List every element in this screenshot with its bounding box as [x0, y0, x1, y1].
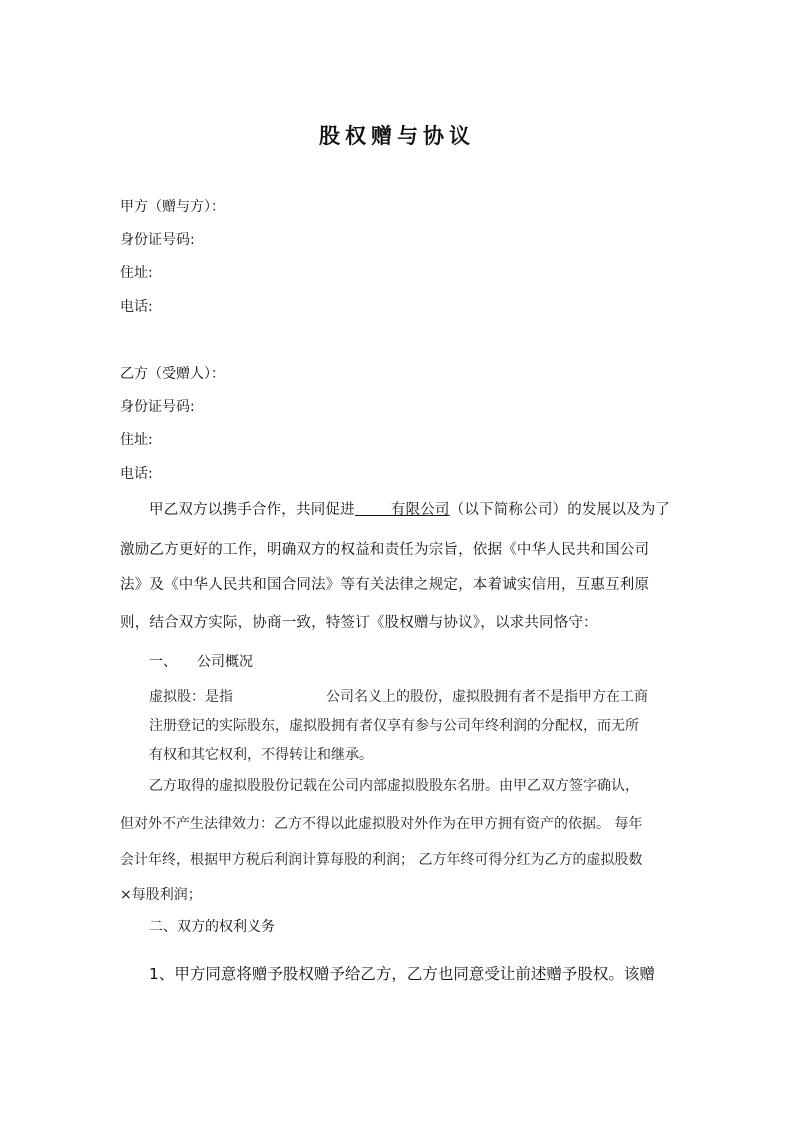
intro-line-1-prefix: 甲乙双方以携手合作，共同促进 — [149, 502, 355, 518]
record-line-3: 会计年终，根据甲方税后利润计算每股的利润； 乙方年终可得分红为乙方的虚拟股数 — [120, 852, 643, 868]
record-line-2: 但对外不产生法律效力：乙方不得以此虚拟股对外作为在甲方拥有资产的依据。 每年 — [120, 816, 643, 832]
section-1-number: 一、 — [149, 654, 177, 670]
record-line-1: 乙方取得的虚拟股股份记载在公司内部虚拟股股东名册。由甲乙双方签字确认， — [149, 778, 639, 794]
party-b-label: 乙方（受赠人）： — [120, 366, 225, 382]
party-a-phone-label: 电话: — [120, 299, 153, 315]
definition-line-1a: 虚拟股：是指 — [149, 689, 233, 705]
intro-company-type: 有限公司 — [390, 502, 450, 518]
party-b-id-label: 身份证号码: — [120, 399, 195, 415]
record-line-4: ×每股利润； — [120, 887, 202, 903]
document-title: 股权赠与协议 — [319, 124, 475, 148]
definition-line-1b: 公司名义上的股份，虚拟股拥有者不是指甲方在工商 — [326, 689, 648, 705]
intro-line-4: 则，结合双方实际，协商一致，特签订《股权赠与协议》，以求共同恪守： — [120, 615, 598, 631]
definition-line-3: 有权和其它权利，不得转让和继承。 — [149, 747, 373, 763]
section-2-item-1: 1、甲方同意将赠予股权赠予给乙方，乙方也同意受让前述赠予股权。该赠 — [149, 965, 655, 983]
party-a-address-label: 住址: — [120, 265, 153, 281]
party-b-phone-label: 电话: — [120, 466, 153, 482]
intro-line-2: 激励乙方更好的工作，明确双方的权益和责任为宗旨，依据《中华人民共和国公司 — [120, 542, 650, 558]
section-1-heading: 公司概况 — [197, 654, 253, 670]
party-b-address-label: 住址: — [120, 432, 153, 448]
intro-line-1-suffix: （以下简称公司）的发展以及为了 — [449, 502, 671, 518]
party-a-id-label: 身份证号码: — [120, 232, 195, 248]
definition-line-2: 注册登记的实际股东，虚拟股拥有者仅享有参与公司年终利润的分配权，而无所 — [149, 718, 639, 734]
party-a-label: 甲方（赠与方）： — [120, 199, 225, 215]
company-name-blank — [355, 501, 391, 516]
intro-line-3: 法》及《中华人民共和国合同法》等有关法律之规定，本着诚实信用，互惠互利原 — [120, 577, 650, 593]
intro-line-1 — [149, 498, 670, 519]
section-2-heading: 二、双方的权利义务 — [149, 919, 275, 935]
